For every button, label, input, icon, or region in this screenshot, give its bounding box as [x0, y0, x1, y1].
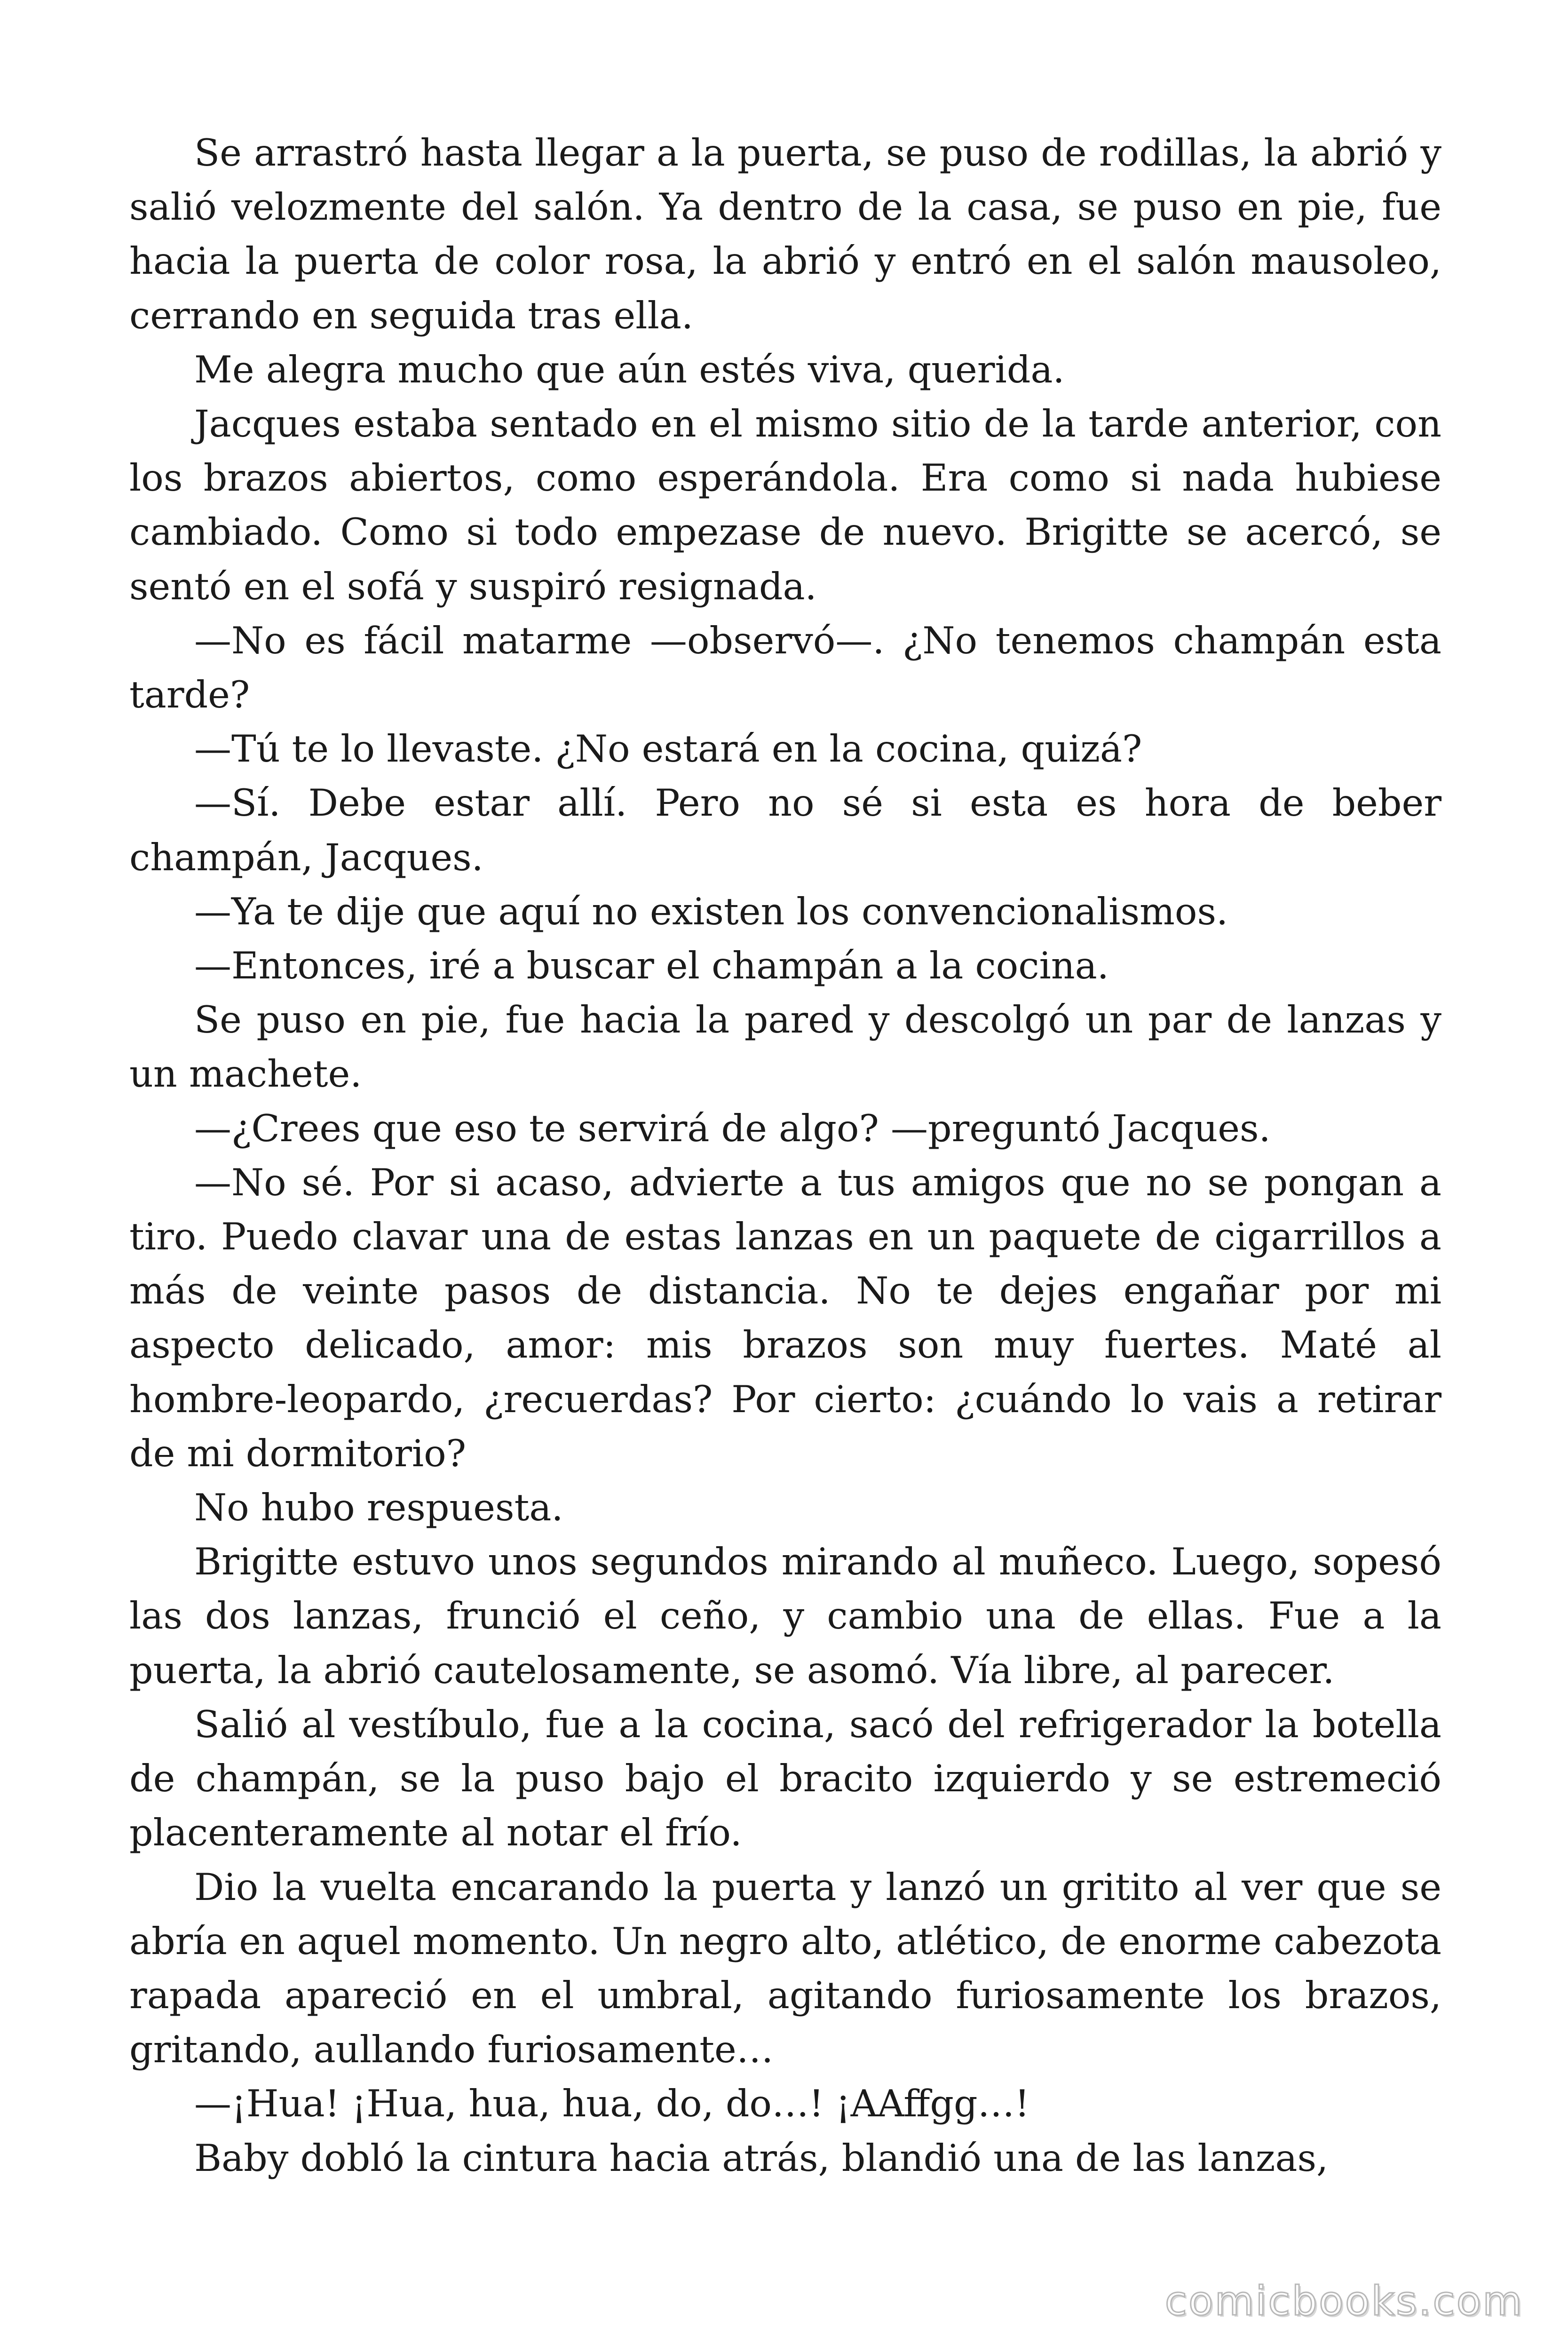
paragraph: —¡Hua! ¡Hua, hua, hua, do, do…! ¡AAffgg…!	[194, 2082, 1030, 2126]
paragraph: —Ya te dije que aquí no existen los convencionalismos.	[194, 890, 1228, 933]
paragraph: Me alegra mucho que aún estés viva, querida.	[194, 348, 1065, 391]
paragraph: Baby dobló la cintura hacia atrás, blandió una de las lanzas,	[194, 2136, 1329, 2180]
body-text	[129, 126, 1441, 2185]
paragraph: —No sé. Por si acaso, advierte a tus amigos que no se pongan a tiro. Puedo clavar una de estas lanzas en un paquete de cigarrillos a más de veinte pasos de distancia. No te dejes engañar por mi aspecto delicado, amor: mis brazos son muy fuertes. Maté al hombre-leopardo, ¿recuerdas? Por cierto: ¿cuándo lo vais a retirar de mi dormitorio?	[129, 1160, 1441, 1475]
paragraph: —Sí. Debe estar allí. Pero no sé si esta es hora de beber champán, Jacques.	[129, 781, 1441, 879]
paragraph: Brigitte estuvo unos segundos mirando al muñeco. Luego, sopesó las dos lanzas, frunció el ceño, y cambio una de ellas. Fue a la puerta, la abrió cautelosamente, se asomó. Vía libre, al parecer.	[129, 1540, 1441, 1692]
paragraph: —Tú te lo llevaste. ¿No estará en la cocina, quizá?	[194, 727, 1142, 771]
paragraph: Jacques estaba sentado en el mismo sitio de la tarde anterior, con los brazos abiertos, como esperándola. Era como si nada hubiese cambiado. Como si todo empezase de nuevo. Brigitte se acercó, se sentó en el sofá y suspiró resignada.	[129, 402, 1441, 608]
paragraph: —Entonces, iré a buscar el champán a la cocina.	[194, 944, 1109, 988]
paragraph: Se arrastró hasta llegar a la puerta, se puso de rodillas, la abrió y salió velozmente del salón. Ya dentro de la casa, se puso en pie, fue hacia la puerta de color rosa, la abrió y entró en el salón mausoleo, cerrando en seguida tras ella.	[129, 131, 1441, 337]
paragraph: No hubo respuesta.	[194, 1486, 563, 1530]
paragraph: —No es fácil matarme —observó—. ¿No tenemos champán esta tarde?	[129, 619, 1441, 717]
paragraph: Se puso en pie, fue hacia la pared y descolgó un par de lanzas y un machete.	[129, 998, 1441, 1096]
paragraph: Salió al vestíbulo, fue a la cocina, sacó del refrigerador la botella de champán, se la puso bajo el bracito izquierdo y se estremeció placenteramente al notar el frío.	[129, 1702, 1441, 1855]
paragraph: Dio la vuelta encarando la puerta y lanzó un gritito al ver que se abría en aquel momento. Un negro alto, atlético, de enorme cabezota rapada apareció en el umbral, agitando furiosamente los brazos, gritando, aullando furiosamente…	[129, 1865, 1441, 2072]
watermark: comicbooks.com	[1164, 2278, 1523, 2325]
paragraph: —¿Crees que eso te servirá de algo? —preguntó Jacques.	[194, 1106, 1271, 1150]
